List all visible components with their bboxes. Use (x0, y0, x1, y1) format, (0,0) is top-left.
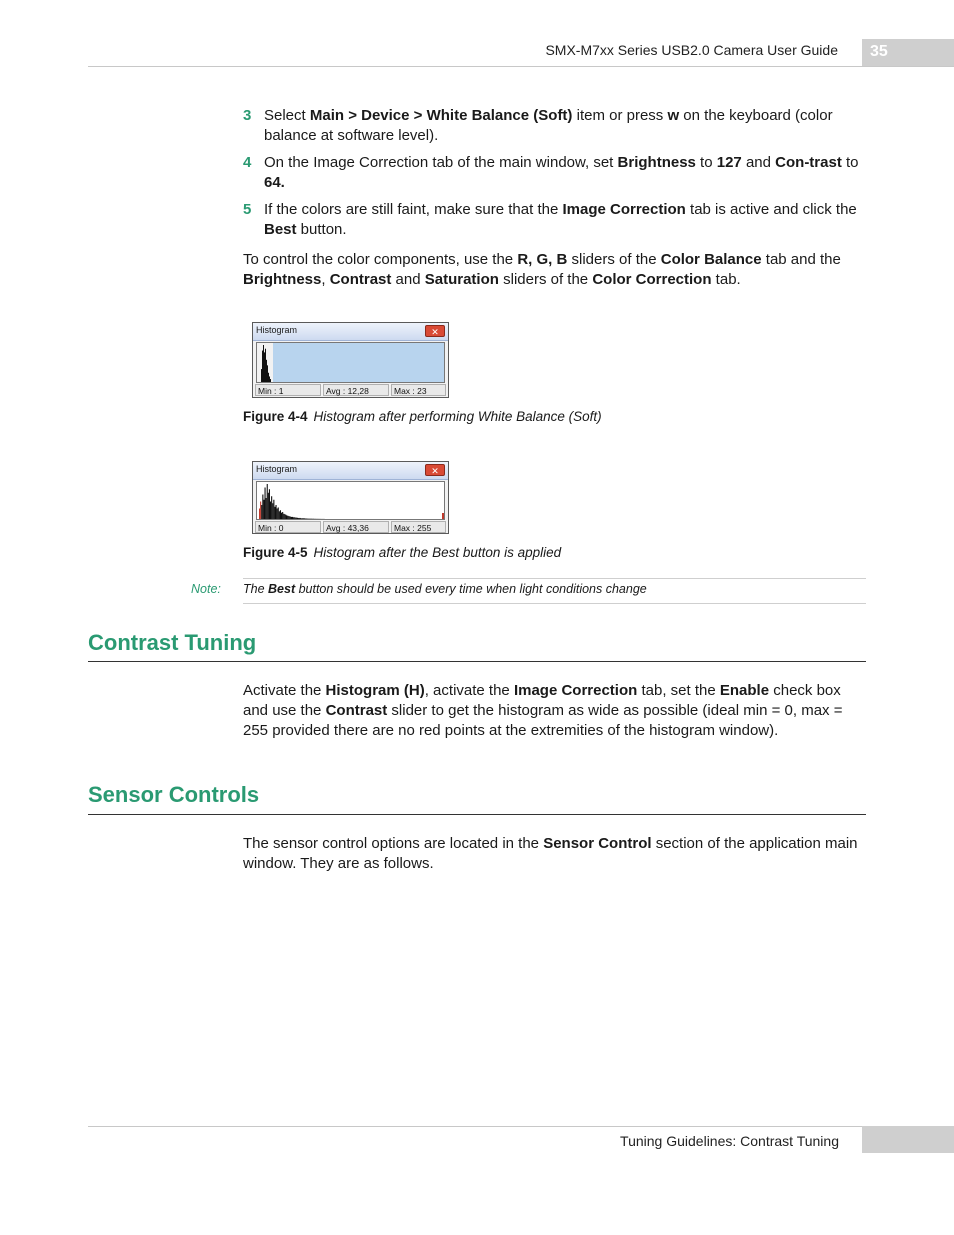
histogram-bar (282, 512, 283, 519)
histogram-avg: Avg : 43,36 (323, 521, 389, 533)
note-divider-top (243, 578, 866, 579)
histogram-bar (260, 502, 261, 520)
footer-tab (862, 1126, 954, 1153)
section-heading-sensor-controls: Sensor Controls (88, 782, 260, 807)
histogram-bar (302, 518, 303, 519)
page-number: 35 (870, 43, 888, 60)
histogram-bar (262, 351, 263, 382)
histogram-bar (263, 345, 264, 382)
histogram-bar (279, 511, 280, 519)
footer-divider (88, 1126, 954, 1127)
histogram-bar (288, 516, 289, 519)
histogram-window-figure-4-4 (252, 322, 449, 398)
histogram-min: Min : 1 (255, 384, 321, 396)
histogram-bar (299, 518, 300, 519)
figure-caption (243, 545, 561, 560)
step-number: 4 (243, 154, 252, 171)
histogram-bar (305, 518, 306, 519)
histogram-bars (257, 343, 444, 382)
histogram-selection (273, 343, 444, 382)
histogram-bar (289, 516, 290, 519)
histogram-bar (306, 518, 307, 519)
histogram-bar (278, 507, 279, 519)
histogram-bar (293, 517, 294, 519)
histogram-bar (267, 484, 268, 519)
histogram-window-figure-4-5 (252, 461, 449, 534)
histogram-bar (285, 515, 286, 519)
running-header-title: SMX-M7xx Series USB2.0 Camera User Guide (545, 42, 838, 58)
figure-caption-text: Histogram after performing White Balance (Soft) (313, 409, 602, 424)
section-divider (88, 814, 866, 815)
histogram-titlebar (253, 323, 448, 341)
histogram-bar (273, 500, 274, 519)
histogram-bar (265, 488, 266, 520)
histogram-plot (256, 481, 445, 520)
histogram-bar (265, 349, 266, 382)
histogram-bar (264, 352, 265, 382)
note-text: The Best button should be used every time when light conditions change (243, 582, 647, 596)
histogram-bar (267, 365, 268, 382)
header-divider (88, 66, 954, 67)
histogram-bar (292, 517, 293, 519)
histogram-bar (304, 518, 305, 519)
histogram-bar (259, 509, 260, 520)
histogram-window-title: Histogram (256, 325, 298, 335)
histogram-bar (268, 493, 269, 519)
figure-label: Figure 4-5 (243, 545, 308, 560)
histogram-bar (270, 502, 271, 520)
color-control-paragraph: To control the color components, use the R, G, B sliders of the Color Balance tab and the Brightness, Contrast and Saturation sliders of the Color Correction tab. (243, 251, 841, 288)
step-text: Select Main > Device > White Balance (Soft) item or press w on the keyboard (color balance at software level). (264, 107, 833, 144)
histogram-bar (295, 518, 296, 519)
histogram-bar (276, 505, 277, 519)
histogram-max: Max : 255 (391, 521, 446, 533)
histogram-bar (261, 369, 262, 382)
figure-caption-text: Histogram after the Best button is applied (313, 545, 562, 560)
close-icon[interactable]: ✕ (425, 464, 445, 476)
section-divider (88, 661, 866, 662)
histogram-bar (300, 518, 301, 519)
histogram-bar (266, 498, 267, 519)
histogram-bar (269, 489, 270, 519)
histogram-bar (263, 500, 264, 519)
step-number: 3 (243, 107, 252, 124)
histogram-bar (296, 518, 297, 519)
step-text: On the Image Correction tab of the main window, set Brightness to 127 and Con-trast to 64. (264, 154, 859, 191)
histogram-bar (270, 379, 271, 382)
histogram-bar (290, 517, 291, 519)
histogram-plot (256, 342, 445, 383)
histogram-extremity-marker (442, 513, 444, 519)
step-text: If the colors are still faint, make sure that the Image Correction tab is active and click the Best button. (264, 201, 857, 238)
close-icon[interactable]: ✕ (425, 325, 445, 337)
running-footer: Tuning Guidelines: Contrast Tuning (620, 1133, 839, 1149)
note-label: Note: (191, 582, 221, 596)
histogram-bar (266, 360, 267, 382)
histogram-bar (274, 507, 275, 519)
histogram-bar (291, 517, 292, 519)
step-number: 5 (243, 201, 252, 218)
histogram-bar (303, 518, 304, 519)
sensor-controls-paragraph: The sensor control options are located in the Sensor Control section of the application main window. They are as follows. (243, 835, 858, 872)
histogram-window-title: Histogram (256, 464, 298, 474)
histogram-bar (301, 518, 302, 519)
contrast-tuning-paragraph: Activate the Histogram (H), activate the Image Correction tab, set the Enable check box and use the Contrast slider to get the histogram as wide as possible (ideal min = 0, max = 255 provided there are no red points at the extremities of the histogram window). (243, 682, 843, 739)
histogram-max: Max : 23 (391, 384, 446, 396)
histogram-bar (271, 496, 272, 519)
histogram-avg: Avg : 12,28 (323, 384, 389, 396)
histogram-bar (283, 514, 284, 519)
histogram-bar (269, 376, 270, 382)
histogram-bar (261, 505, 262, 519)
histogram-bar (272, 503, 273, 519)
histogram-bar (281, 513, 282, 519)
histogram-bar (268, 373, 269, 382)
figure-label: Figure 4-4 (243, 409, 308, 424)
histogram-bar (284, 514, 285, 519)
histogram-bar (280, 510, 281, 519)
histogram-bar (298, 518, 299, 519)
histogram-titlebar (253, 462, 448, 480)
histogram-bar (287, 516, 288, 520)
histogram-bar (262, 495, 263, 520)
note-divider-bottom (243, 603, 866, 604)
histogram-min: Min : 0 (255, 521, 321, 533)
histogram-bar (294, 517, 295, 519)
histogram-bars (257, 482, 444, 519)
figure-caption (243, 409, 602, 424)
histogram-bar (277, 509, 278, 520)
section-heading-contrast-tuning: Contrast Tuning (88, 630, 257, 655)
